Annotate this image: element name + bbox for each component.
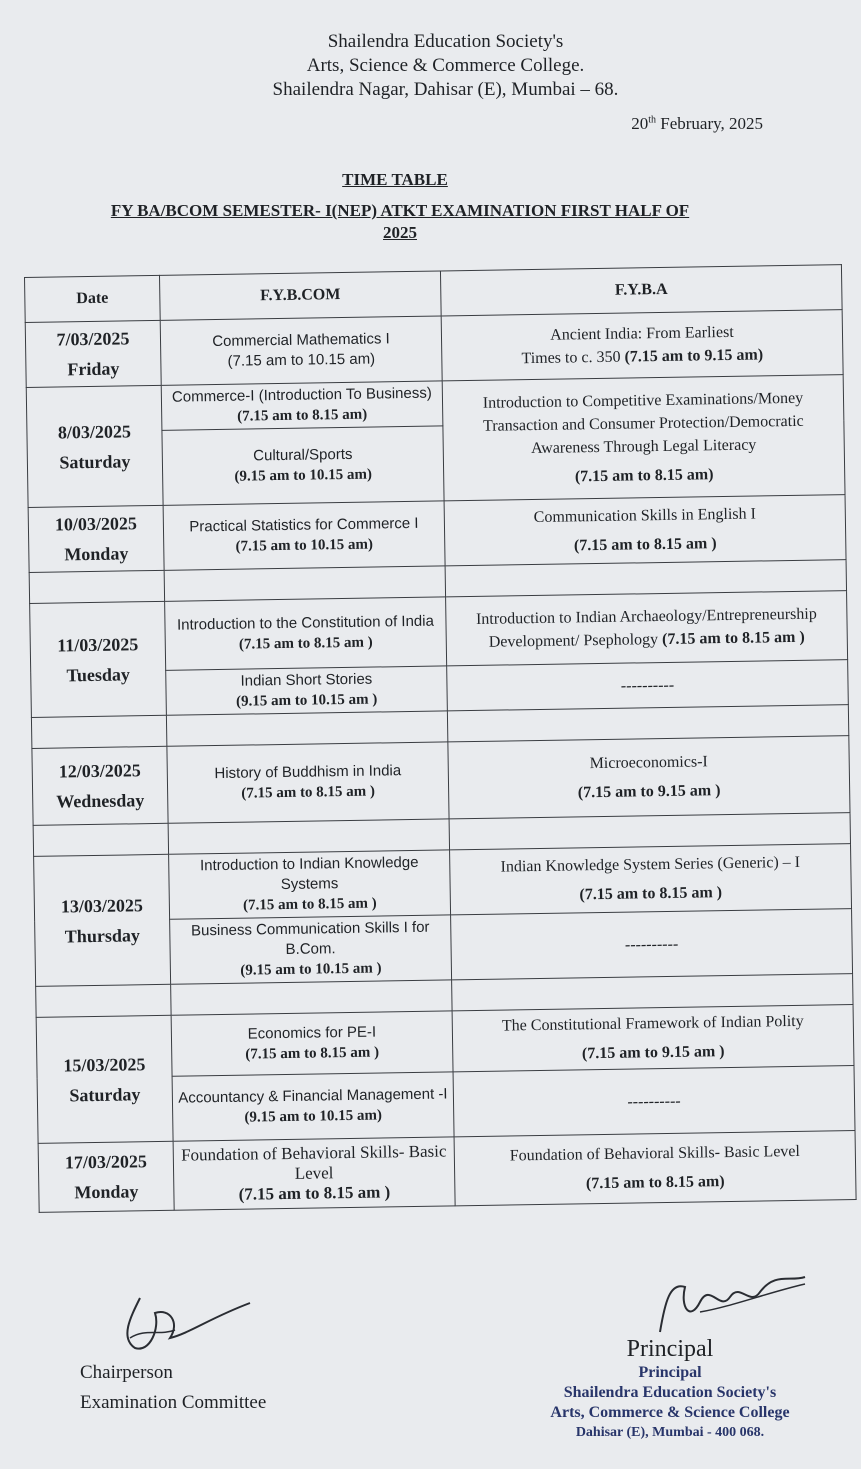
empty-cell xyxy=(171,980,452,1015)
fybcom-cell xyxy=(170,915,452,984)
subject-text: Commerce-I (Introduction To Business) xyxy=(171,384,432,406)
exam-time: (7.15 am to 8.15 am ) xyxy=(573,535,717,555)
exam-time: (7.15 am to 8.15 am ) xyxy=(245,1044,380,1063)
exam-title-line2: 2025 xyxy=(383,223,417,242)
empty-cell xyxy=(166,711,447,746)
exam-time: (9.15 am to 10.15 am ) xyxy=(235,691,378,710)
exam-time: (7.15 am to 9.15 am ) xyxy=(581,1043,725,1063)
subject-name: Business Communication Skills I for B.Com. xyxy=(190,918,430,958)
exam-day: Friday xyxy=(67,358,120,380)
empty-cell xyxy=(31,715,166,748)
subject-name-cont: Times to c. 350 xyxy=(521,348,621,368)
fybcom-cell xyxy=(161,381,443,430)
fybcom-cell xyxy=(163,501,445,570)
fyba-cell xyxy=(452,1005,854,1072)
stamp-society: Shailendra Education Society's xyxy=(563,1384,777,1401)
fyba-cell-empty: ---------- xyxy=(451,909,853,980)
exam-time: (7.15 am to 8.15 am ) xyxy=(579,884,723,904)
fyba-cell xyxy=(442,375,845,501)
fybcom-cell xyxy=(167,742,449,823)
date-cell xyxy=(36,1015,173,1143)
subject-name: Economics for PE-I xyxy=(247,1023,377,1043)
subject-text: Introduction to Indian Archaeology/Entrepreneurship Development/ Psephology xyxy=(475,605,817,651)
exam-time: (7.15 am to 8.15 am) xyxy=(237,406,368,425)
subject-name: Foundation of Behavioral Skills- Basic Level xyxy=(509,1142,801,1165)
fyba-cell xyxy=(441,310,843,381)
exam-date: 7/03/2025 xyxy=(56,328,130,350)
subject-name: Microeconomics-I xyxy=(589,753,708,773)
subject-name: Ancient India: From Earliest xyxy=(550,323,734,344)
timetable xyxy=(24,264,857,1213)
principal-title: Principal xyxy=(626,1336,714,1362)
date-cell xyxy=(25,320,161,387)
exam-time: (9.15 am to 10.15 am ) xyxy=(240,960,382,979)
subject-name: Introduction to Competitive Examinations/Money Transaction and Consumer Protection/Democratic Awareness Through Legal Literacy xyxy=(482,389,804,457)
exam-time: (7.15 am to 9.15 am) xyxy=(624,346,764,366)
fybcom-cell xyxy=(160,316,442,385)
exam-time: (7.15 am to 8.15 am ) xyxy=(242,895,377,914)
exam-time: (7.15 am to 8.15 am ) xyxy=(238,1182,391,1204)
exam-title xyxy=(50,200,750,244)
fybcom-cell xyxy=(172,1072,454,1141)
society-name: Shailendra Education Society's xyxy=(327,31,564,52)
subject-name: Indian Short Stories xyxy=(240,670,373,690)
fyba-cell xyxy=(448,736,850,819)
fybcom-cell xyxy=(171,1011,453,1076)
college-name: Arts, Science & Commerce College. xyxy=(306,55,585,76)
exam-day: Tuesday xyxy=(66,663,131,685)
fyba-cell-empty: ---------- xyxy=(447,660,849,711)
exam-day: Wednesday xyxy=(56,790,145,812)
table-row xyxy=(30,591,848,673)
subject-name: Introduction to the Constitution of India xyxy=(176,612,435,634)
empty-cell xyxy=(33,823,168,856)
empty-cell xyxy=(168,819,449,854)
table-row xyxy=(38,1131,856,1213)
exam-title-line1: FY BA/BCOM SEMESTER- I(NEP) ATKT EXAMINATION FIRST HALF OF xyxy=(110,201,690,220)
exam-day: Saturday xyxy=(69,1083,141,1105)
signature-scribble xyxy=(640,1262,810,1342)
stamp-title: Principal xyxy=(638,1364,702,1381)
subject-name xyxy=(166,384,439,428)
date-cell xyxy=(30,601,167,717)
exam-time: (7.15 am to 8.15 am ) xyxy=(238,634,373,653)
exam-time: (7.15 am to 10.15 am) xyxy=(227,350,376,370)
issue-date-suffix: th xyxy=(648,114,656,126)
date-cell xyxy=(28,505,164,572)
exam-time: (7.15 am to 9.15 am ) xyxy=(577,782,721,802)
college-header xyxy=(0,30,861,102)
table-row xyxy=(32,736,850,826)
fybcom-cell xyxy=(166,666,448,715)
page-title: TIME TABLE xyxy=(342,170,448,189)
committee-name: Examination Committee xyxy=(80,1392,267,1413)
header-date: Date xyxy=(25,275,161,322)
exam-date: 17/03/2025 xyxy=(64,1151,148,1173)
header-fyba: F.Y.B.A xyxy=(440,265,842,316)
subject-name: Accountancy & Financial Management -I xyxy=(178,1085,448,1107)
stamp-college: Arts, Commerce & Science College xyxy=(550,1404,790,1421)
fyba-cell xyxy=(446,591,848,666)
subject-name: Commercial Mathematics I xyxy=(212,330,390,351)
header-fybcom: F.Y.B.COM xyxy=(159,271,441,320)
fybcom-cell xyxy=(169,850,451,919)
subject-name: Introduction to Indian Knowledge Systems xyxy=(199,853,419,894)
issue-date-rest: February, 2025 xyxy=(655,114,763,133)
exam-day: Monday xyxy=(64,543,129,565)
exam-time: (9.15 am to 10.15 am) xyxy=(244,1107,383,1126)
exam-time: (7.15 am to 8.15 am ) xyxy=(661,628,805,649)
exam-time: (7.15 am to 8.15 am) xyxy=(574,465,714,485)
exam-date: 13/03/2025 xyxy=(60,894,144,916)
date-cell xyxy=(26,385,163,507)
empty-cell xyxy=(36,984,171,1017)
chairperson-signature-block xyxy=(80,1278,266,1418)
exam-time: (7.15 am to 8.15 am) xyxy=(585,1173,725,1193)
issue-date xyxy=(631,114,763,134)
empty-cell xyxy=(29,570,164,603)
date-cell xyxy=(32,746,168,825)
exam-date: 10/03/2025 xyxy=(54,513,138,535)
subject-name xyxy=(450,602,843,654)
fyba-cell xyxy=(450,844,852,915)
subject-name: Communication Skills in English I xyxy=(533,505,757,527)
exam-time: (7.15 am to 8.15 am ) xyxy=(241,783,376,802)
exam-time: (7.15 am to 10.15 am) xyxy=(235,536,374,555)
subject-name: The Constitutional Framework of Indian Polity xyxy=(501,1012,804,1035)
chairperson-title: Chairperson xyxy=(80,1362,173,1383)
college-address: Shailendra Nagar, Dahisar (E), Mumbai – 68. xyxy=(272,79,619,100)
fyba-cell xyxy=(454,1131,856,1206)
issue-date-day: 20 xyxy=(631,114,649,133)
principal-signature-block xyxy=(530,1262,810,1443)
subject-name: Indian Knowledge System Series (Generic) – I xyxy=(500,853,801,876)
date-cell xyxy=(34,854,171,986)
exam-date: 8/03/2025 xyxy=(57,420,132,442)
signature-scribble xyxy=(100,1278,260,1358)
fyba-cell xyxy=(444,495,846,566)
exam-date: 11/03/2025 xyxy=(57,633,139,656)
fybcom-cell xyxy=(173,1137,455,1210)
exam-day: Thursday xyxy=(64,924,141,946)
principal-stamp xyxy=(530,1363,810,1443)
exam-day: Saturday xyxy=(59,450,131,472)
empty-cell xyxy=(164,566,445,601)
fyba-cell-empty: ---------- xyxy=(453,1066,855,1137)
subject-name: Cultural/Sports xyxy=(253,445,353,465)
stamp-address: Dahisar (E), Mumbai - 400 068. xyxy=(575,1425,765,1440)
fybcom-cell xyxy=(165,597,447,670)
subject-name: History of Buddhism in India xyxy=(214,762,402,783)
exam-day: Monday xyxy=(74,1181,139,1203)
subject-time-line xyxy=(446,342,838,371)
subject-name: Foundation of Behavioral Skills- Basic Level xyxy=(180,1141,447,1183)
fybcom-cell xyxy=(162,426,444,505)
exam-time: (9.15 am to 10.15 am) xyxy=(234,466,373,485)
exam-date: 12/03/2025 xyxy=(58,760,141,782)
subject-name: Practical Statistics for Commerce I xyxy=(189,514,419,536)
date-cell xyxy=(38,1141,174,1212)
exam-date: 15/03/2025 xyxy=(63,1053,146,1075)
